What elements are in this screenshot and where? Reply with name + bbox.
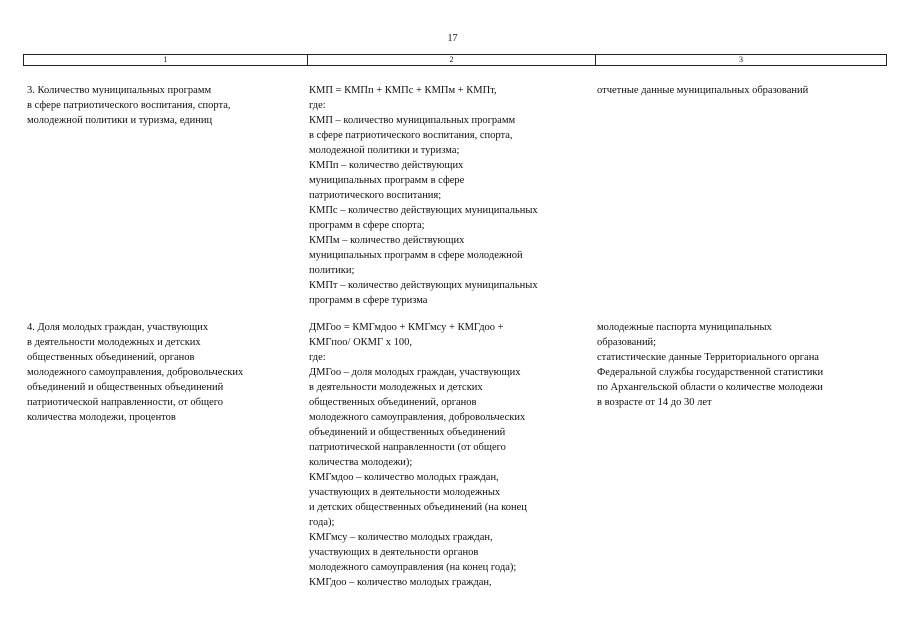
page-number: 17 [447, 33, 458, 44]
column-header-table [23, 54, 887, 66]
indicator-3-formula: КМП = КМПп + КМПс + КМПм + КМПт, где: КМП – количество муниципальных программ в сфере патриотического воспитания, спорта, молодежной политики и туризма; КМПп – количество действующих муниципальных программ в сфере патриотического воспитания; КМПс – количество действующих муниципальных программ в сфере спорта; КМПм – количество действующих муниципальных программ в сфере молодежной политики; КМПт – количество действующих муниципальных программ в сфере туризма [309, 85, 538, 306]
indicator-4-name: 4. Доля молодых граждан, участвующих в деятельности молодежных и детских общественных объединений, органов молодежного самоуправления, добровольческих объединений и общественных объединений патриотической направленности, от общего количества молодежи, процентов [27, 322, 244, 423]
indicator-4-formula: ДМГоо = КМГмдоо + КМГмсу + КМГдоо + КМГпоо/ ОКМГ х 100, где: ДМГоо – доля молодых граждан, участвующих в деятельности молодежных и детских общественных объединений, органов молодежного самоуправления, добровольческих объединений и общественных объединений патриотической направленности (от общего количества молодежи); КМГмдоо – количество молодых граждан, участвующих в деятельности молодежных и детских общественных объединений (на конец года); КМГмсу – количество молодых граждан, участвующих в деятельности органов молодежного самоуправления (на конец года); КМГдоо – количество молодых граждан, [309, 322, 527, 588]
column-header-row [24, 55, 887, 66]
column-header-2: 2 [308, 55, 596, 66]
indicator-3-name: 3. Количество муниципальных программ в сфере патриотического воспитания, спорта, молодежной политики и туризма, единиц [27, 85, 231, 126]
column-header-3: 3 [596, 55, 887, 66]
column-header-1: 1 [24, 55, 308, 66]
indicator-4-source: молодежные паспорта муниципальных образований; статистические данные Территориального органа Федеральной службы государственной статистики по Архангельской области о количестве молодежи в возрасте от 14 до 30 лет [597, 322, 824, 408]
indicator-3-source: отчетные данные муниципальных образований [597, 85, 809, 96]
